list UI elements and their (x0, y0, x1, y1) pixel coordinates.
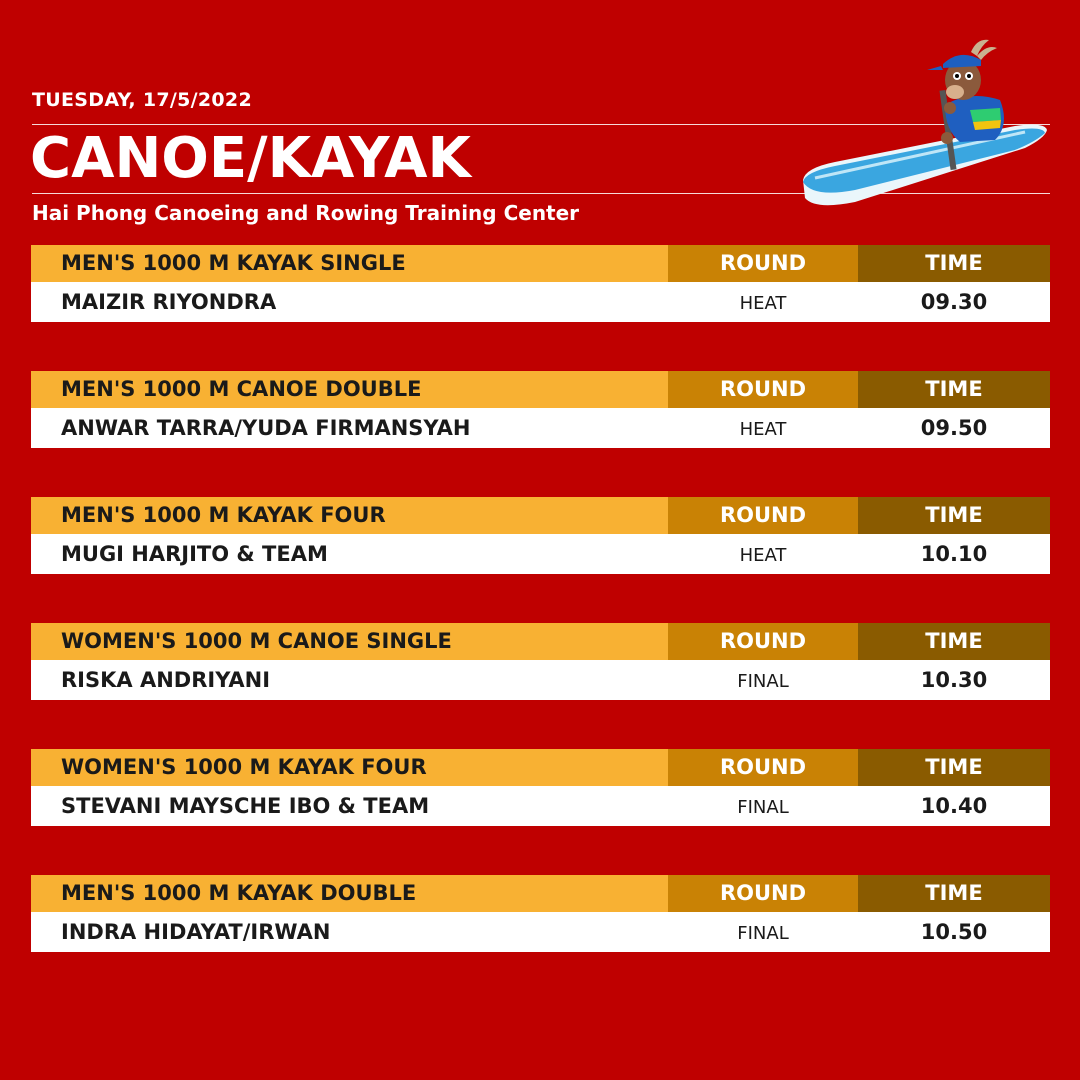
venue-name: Hai Phong Canoeing and Rowing Training Center (32, 201, 580, 225)
time-column-header: TIME (858, 749, 1050, 786)
time-value: 10.40 (920, 794, 988, 818)
event-card (31, 497, 1050, 574)
time-column-header: TIME (858, 245, 1050, 282)
round-column-header: ROUND (668, 875, 858, 912)
event-header (31, 497, 1050, 534)
event-row (31, 534, 1050, 574)
event-header (31, 623, 1050, 660)
time-column-header: TIME (858, 497, 1050, 534)
event-row (31, 660, 1050, 700)
event-row (31, 408, 1050, 448)
athlete-name: STEVANI MAYSCHE IBO & TEAM (61, 794, 430, 818)
round-column-header: ROUND (668, 497, 858, 534)
time-value: 10.50 (920, 920, 988, 944)
athlete-name: RISKA ANDRIYANI (61, 668, 271, 692)
sport-title: CANOE/KAYAK (30, 126, 471, 191)
mascot-kayak-illustration (795, 30, 1055, 210)
event-row (31, 282, 1050, 322)
schedule-date: TUESDAY, 17/5/2022 (32, 89, 252, 111)
event-row (31, 786, 1050, 826)
time-column-header: TIME (858, 875, 1050, 912)
event-row (31, 912, 1050, 952)
event-header (31, 371, 1050, 408)
event-list (31, 245, 1050, 952)
time-value: 10.10 (920, 542, 988, 566)
event-card (31, 875, 1050, 952)
round-value: HEAT (739, 419, 787, 440)
event-header (31, 749, 1050, 786)
athlete-name: MUGI HARJITO & TEAM (61, 542, 328, 566)
time-column-header: TIME (858, 623, 1050, 660)
athlete-name: MAIZIR RIYONDRA (61, 290, 277, 314)
round-value: FINAL (737, 797, 789, 818)
round-value: HEAT (739, 545, 787, 566)
event-card (31, 749, 1050, 826)
event-card (31, 245, 1050, 322)
event-name: MEN'S 1000 M KAYAK FOUR (31, 497, 668, 534)
event-card (31, 371, 1050, 448)
round-value: FINAL (737, 923, 789, 944)
event-name: WOMEN'S 1000 M CANOE SINGLE (31, 623, 668, 660)
time-value: 09.50 (920, 416, 988, 440)
event-name: WOMEN'S 1000 M KAYAK FOUR (31, 749, 668, 786)
round-column-header: ROUND (668, 749, 858, 786)
round-column-header: ROUND (668, 245, 858, 282)
round-value: HEAT (739, 293, 787, 314)
time-value: 09.30 (920, 290, 988, 314)
event-header (31, 875, 1050, 912)
event-card (31, 623, 1050, 700)
event-header (31, 245, 1050, 282)
round-column-header: ROUND (668, 623, 858, 660)
round-value: FINAL (737, 671, 789, 692)
round-column-header: ROUND (668, 371, 858, 408)
event-name: MEN'S 1000 M KAYAK SINGLE (31, 245, 668, 282)
athlete-name: ANWAR TARRA/YUDA FIRMANSYAH (61, 416, 471, 440)
time-value: 10.30 (920, 668, 988, 692)
event-name: MEN'S 1000 M CANOE DOUBLE (31, 371, 668, 408)
time-column-header: TIME (858, 371, 1050, 408)
event-name: MEN'S 1000 M KAYAK DOUBLE (31, 875, 668, 912)
athlete-name: INDRA HIDAYAT/IRWAN (61, 920, 331, 944)
